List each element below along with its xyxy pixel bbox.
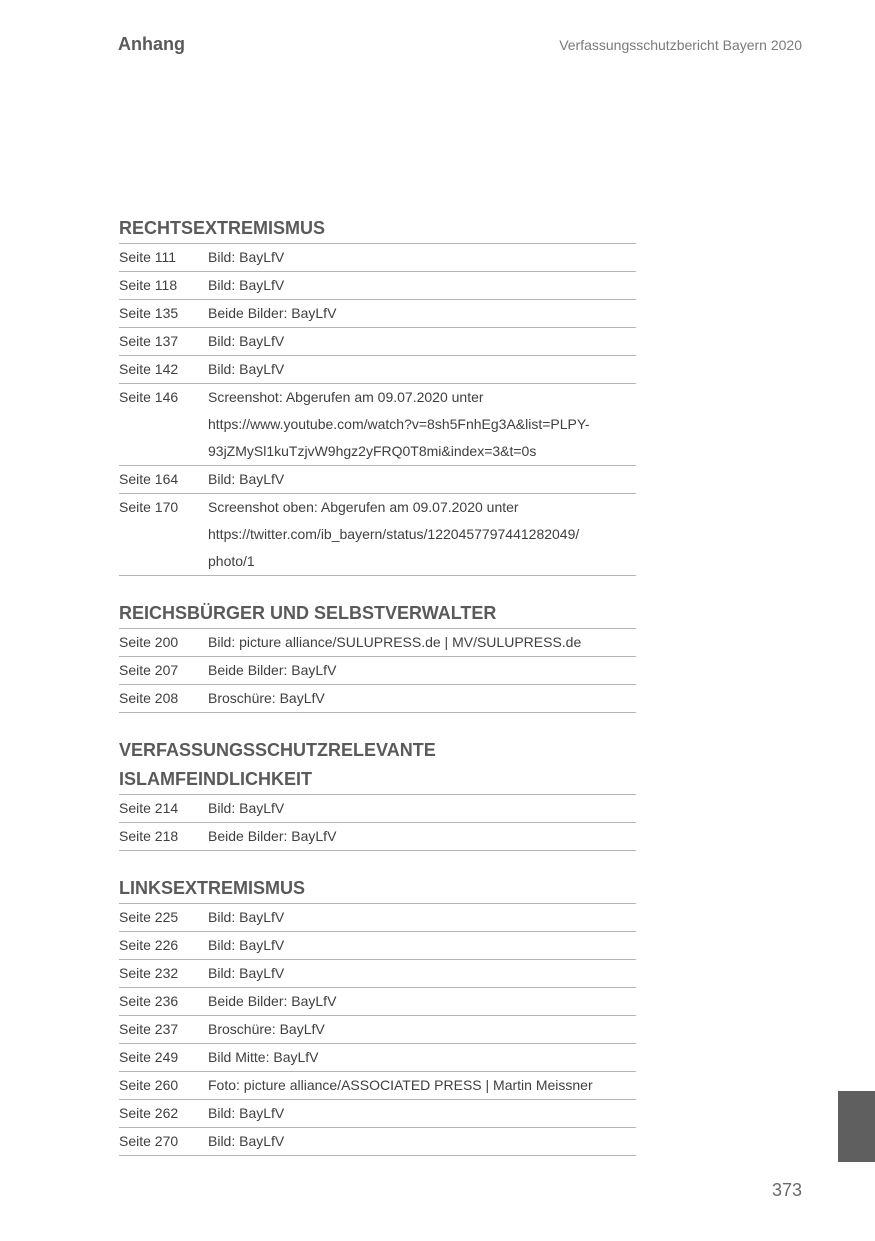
page-reference: Seite 214 — [119, 800, 179, 816]
section-title: ISLAMFEINDLICHKEIT — [119, 769, 312, 789]
credit-line: Beide Bilder: BayLfV — [208, 662, 337, 678]
credit-line: Beide Bilder: BayLfV — [208, 993, 337, 1009]
credit-line: Broschüre: BayLfV — [208, 1021, 325, 1037]
credit-text — [208, 384, 636, 465]
credit-row — [119, 656, 636, 684]
page-reference: Seite 237 — [119, 1021, 179, 1037]
credit-text — [208, 328, 636, 355]
page-reference: Seite 236 — [119, 993, 179, 1009]
credit-line: Screenshot: Abgerufen am 09.07.2020 unter — [208, 389, 484, 405]
page-reference: Seite 137 — [119, 333, 179, 349]
credit-text — [208, 1016, 636, 1043]
page-reference: Seite 135 — [119, 305, 179, 321]
credit-row — [119, 327, 636, 355]
page-reference: Seite 207 — [119, 662, 179, 678]
credit-text — [208, 494, 636, 575]
credit-row — [119, 465, 636, 493]
credit-text — [208, 629, 636, 656]
page-reference: Seite 232 — [119, 965, 179, 981]
page-reference: Seite 262 — [119, 1105, 179, 1121]
credit-row — [119, 299, 636, 327]
credit-row — [119, 1071, 636, 1099]
page-reference: Seite 226 — [119, 937, 179, 953]
credit-text — [208, 356, 636, 383]
credit-row — [119, 1043, 636, 1071]
credit-line: Screenshot oben: Abgerufen am 09.07.2020 unter — [208, 499, 519, 515]
credits-section — [119, 214, 636, 576]
report-title: Verfassungsschutzbericht Bayern 2020 — [559, 37, 802, 53]
credit-line: Foto: picture alliance/ASSOCIATED PRESS | Martin Meissner — [208, 1077, 593, 1093]
credits-section — [119, 874, 636, 1156]
credit-line: Broschüre: BayLfV — [208, 690, 325, 706]
page-reference: Seite 146 — [119, 389, 179, 405]
credit-line: https://twitter.com/ib_bayern/status/1220457797441282049/ — [208, 526, 580, 542]
chapter-tab-marker — [838, 1091, 875, 1162]
credit-line: Bild: BayLfV — [208, 1105, 285, 1121]
page-reference: Seite 118 — [119, 277, 178, 293]
page-reference: Seite 270 — [119, 1133, 179, 1149]
credits-table — [119, 628, 636, 713]
credit-row — [119, 271, 636, 299]
page-reference: Seite 225 — [119, 909, 179, 925]
credit-row — [119, 794, 636, 822]
credit-row — [119, 684, 636, 712]
credit-row — [119, 493, 636, 575]
credit-row — [119, 355, 636, 383]
credit-text — [208, 1044, 636, 1071]
credit-row — [119, 931, 636, 959]
credit-text — [208, 657, 636, 684]
credit-line: Bild Mitte: BayLfV — [208, 1049, 319, 1065]
section-title: REICHSBÜRGER UND SELBSTVERWALTER — [119, 603, 497, 623]
credit-text — [208, 272, 636, 299]
page-reference: Seite 164 — [119, 471, 179, 487]
credit-text — [208, 1100, 636, 1127]
credit-line: Bild: BayLfV — [208, 909, 285, 925]
credit-line: photo/1 — [208, 553, 255, 569]
credit-line: Bild: BayLfV — [208, 249, 285, 265]
credit-line: Bild: BayLfV — [208, 965, 285, 981]
credit-row — [119, 1127, 636, 1155]
image-credits-list — [119, 214, 636, 1179]
credit-line: Beide Bilder: BayLfV — [208, 305, 337, 321]
credit-row — [119, 987, 636, 1015]
credit-line: Bild: BayLfV — [208, 277, 285, 293]
section-title: LINKSEXTREMISMUS — [119, 878, 306, 898]
page-reference: Seite 249 — [119, 1049, 179, 1065]
credit-text — [208, 823, 636, 850]
credit-row — [119, 628, 636, 656]
page-reference: Seite 142 — [119, 361, 179, 377]
page-reference: Seite 260 — [119, 1077, 179, 1093]
credits-section — [119, 736, 636, 851]
credit-line: Bild: BayLfV — [208, 800, 285, 816]
credit-row — [119, 243, 636, 271]
credit-text — [208, 904, 636, 931]
page-number: 373 — [771, 1180, 802, 1200]
credit-line: Bild: BayLfV — [208, 333, 285, 349]
credits-table — [119, 243, 636, 576]
credits-table — [119, 794, 636, 851]
credit-row — [119, 383, 636, 465]
credits-section — [119, 599, 636, 713]
credit-line: 93jZMySl1kuTzjvW9hgz2yFRQ0T8mi&index=3&t=0s — [208, 443, 537, 459]
credit-row — [119, 959, 636, 987]
credit-text — [208, 466, 636, 493]
credit-text — [208, 244, 636, 271]
credit-text — [208, 300, 636, 327]
credit-line: Beide Bilder: BayLfV — [208, 828, 337, 844]
credit-row — [119, 822, 636, 850]
credit-text — [208, 988, 636, 1015]
credit-row — [119, 1015, 636, 1043]
credit-line: Bild: BayLfV — [208, 937, 285, 953]
credit-line: Bild: BayLfV — [208, 1133, 285, 1149]
credit-text — [208, 1072, 636, 1099]
credit-line: Bild: picture alliance/SULUPRESS.de | MV/SULUPRESS.de — [208, 634, 582, 650]
credit-text — [208, 685, 636, 712]
page-reference: Seite 208 — [119, 690, 179, 706]
credit-line: https://www.youtube.com/watch?v=8sh5FnhEg3A&list=PLPY- — [208, 416, 590, 432]
credit-line: Bild: BayLfV — [208, 361, 285, 377]
credit-row — [119, 903, 636, 931]
credits-table — [119, 903, 636, 1156]
credit-row — [119, 1099, 636, 1127]
section-title: VERFASSUNGSSCHUTZRELEVANTE — [119, 740, 436, 760]
page-reference: Seite 170 — [119, 499, 179, 515]
credit-text — [208, 1128, 636, 1155]
credit-text — [208, 932, 636, 959]
section-title: RECHTSEXTREMISMUS — [119, 218, 326, 238]
chapter-title: Anhang — [118, 34, 185, 54]
credit-text — [208, 960, 636, 987]
page-reference: Seite 111 — [119, 249, 177, 265]
page-reference: Seite 200 — [119, 634, 179, 650]
credit-text — [208, 795, 636, 822]
credit-line: Bild: BayLfV — [208, 471, 285, 487]
page-reference: Seite 218 — [119, 828, 179, 844]
